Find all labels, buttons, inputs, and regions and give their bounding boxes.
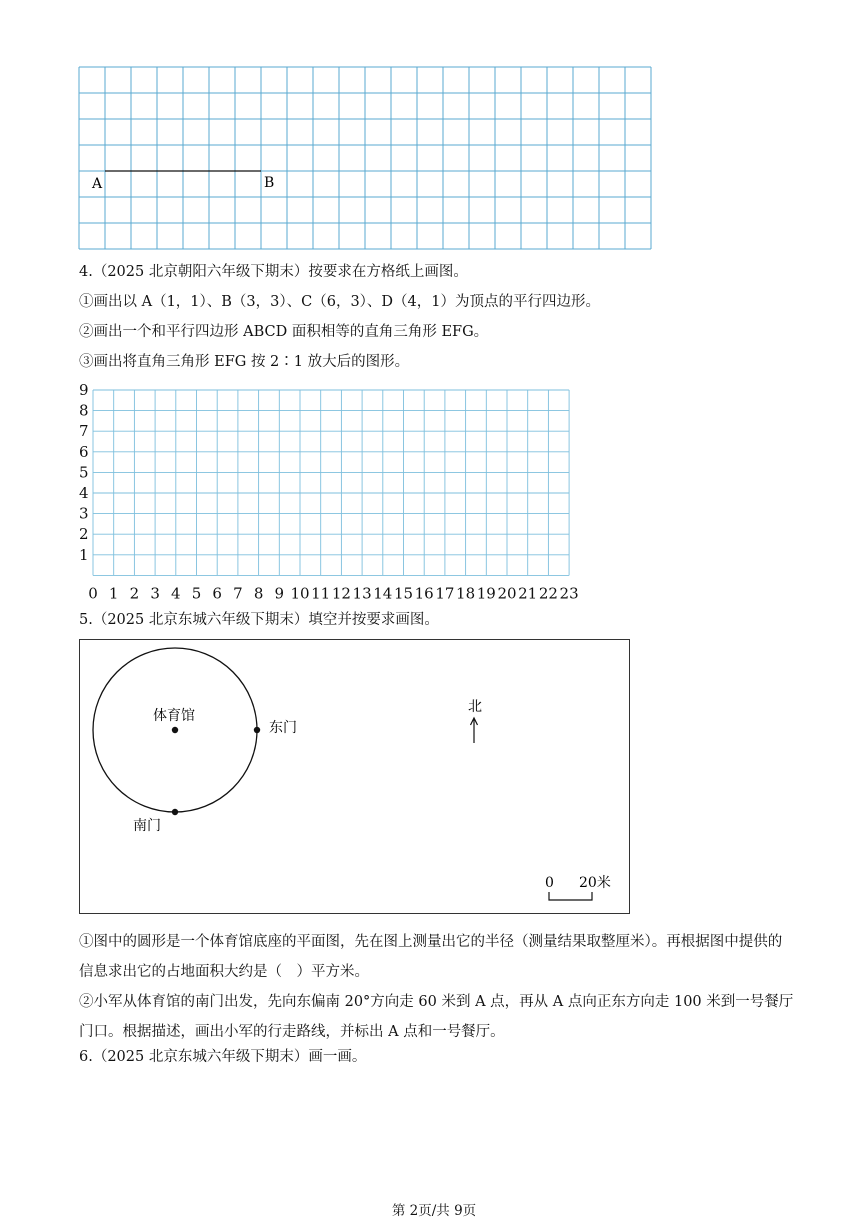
q6-title: 6.（2025 北京东城六年级下期末）画一画。 xyxy=(79,1049,367,1065)
north-arrow-icon xyxy=(471,718,478,743)
scale-zero-label: 0 xyxy=(545,875,554,891)
gym-label: 体育馆 xyxy=(153,708,195,724)
x-tick-label: 13 xyxy=(352,584,372,602)
point-a-label: A xyxy=(92,176,103,192)
q5-item-2: ②小军从体育馆的南门出发，先向东偏南 20°方向走 60 米到 A 点，再从 A 点向正东方向走 100 米到一号餐厅门口。根据描述，画出小军的行走路线，并标出 A 点和一号餐厅。 xyxy=(79,994,794,1040)
q5-title: 5.（2025 北京东城六年级下期末）填空并按要求画图。 xyxy=(79,612,439,628)
point-b-label: B xyxy=(264,175,275,191)
x-tick-label: 0 xyxy=(88,584,98,602)
gym-map xyxy=(79,639,631,915)
x-tick-label: 1 xyxy=(108,584,119,602)
south-gate-label: 南门 xyxy=(133,818,161,834)
scale-bar xyxy=(549,892,592,900)
grid-1-lines xyxy=(79,67,651,249)
x-tick-label: 16 xyxy=(414,584,434,602)
x-tick-label: 9 xyxy=(274,584,285,602)
gym-center-dot xyxy=(172,727,178,733)
east-gate-label: 东门 xyxy=(269,720,297,736)
x-tick-label: 23 xyxy=(559,584,579,602)
y-tick-label: 3 xyxy=(79,504,89,523)
map-frame xyxy=(80,640,630,914)
y-tick-label: 2 xyxy=(79,525,89,544)
x-tick-label: 11 xyxy=(311,584,331,602)
q4-item-1: ①画出以 A（1，1）、B（3，3）、C（6，3）、D（4，1）为顶点的平行四边形。 xyxy=(79,294,601,310)
page-footer: 第 2页/共 9页 xyxy=(391,1203,477,1219)
x-axis-ticks xyxy=(88,584,578,602)
x-tick-label: 2 xyxy=(129,584,140,602)
y-tick-label: 1 xyxy=(79,545,89,564)
y-tick-label: 6 xyxy=(79,442,89,461)
q4-item-3: ③画出将直角三角形 EFG 按 2∶1 放大后的图形。 xyxy=(79,354,410,370)
x-tick-label: 18 xyxy=(456,584,476,602)
x-tick-label: 22 xyxy=(538,584,558,602)
y-tick-label: 8 xyxy=(79,401,89,420)
x-tick-label: 10 xyxy=(290,584,310,602)
x-tick-label: 15 xyxy=(393,584,414,602)
x-tick-label: 4 xyxy=(171,584,181,602)
east-gate-dot xyxy=(254,727,260,733)
y-tick-label: 4 xyxy=(79,484,89,502)
x-tick-label: 3 xyxy=(150,584,160,602)
q5-item-1: ①图中的圆形是一个体育馆底座的平面图，先在图上测量出它的半径（测量结果取整厘米）。再根据图中提供的信息求出它的占地面积大约是（ ）平方米。 xyxy=(79,934,783,980)
x-tick-label: 19 xyxy=(476,584,496,602)
x-tick-label: 5 xyxy=(191,584,202,602)
y-tick-label: 5 xyxy=(79,463,89,482)
x-tick-label: 20 xyxy=(497,584,517,602)
x-tick-label: 21 xyxy=(518,584,538,602)
coordinate-grid xyxy=(76,380,596,602)
grid-paper-1 xyxy=(78,66,654,252)
y-tick-label: 9 xyxy=(79,381,89,399)
x-tick-label: 14 xyxy=(373,584,393,602)
q4-title: 4.（2025 北京朝阳六年级下期末）按要求在方格纸上画图。 xyxy=(79,264,468,280)
y-axis-ticks xyxy=(79,381,89,564)
scale-value-label: 20米 xyxy=(579,875,611,891)
x-tick-label: 6 xyxy=(212,584,222,602)
q4-item-2: ②画出一个和平行四边形 ABCD 面积相等的直角三角形 EFG。 xyxy=(79,324,489,340)
x-tick-label: 17 xyxy=(435,584,455,602)
coordinate-grid-lines xyxy=(93,390,569,575)
x-tick-label: 12 xyxy=(331,584,351,602)
x-tick-label: 7 xyxy=(233,584,243,602)
y-tick-label: 7 xyxy=(79,422,89,441)
south-gate-dot xyxy=(172,809,178,815)
x-tick-label: 8 xyxy=(253,584,264,602)
north-label: 北 xyxy=(468,699,482,715)
